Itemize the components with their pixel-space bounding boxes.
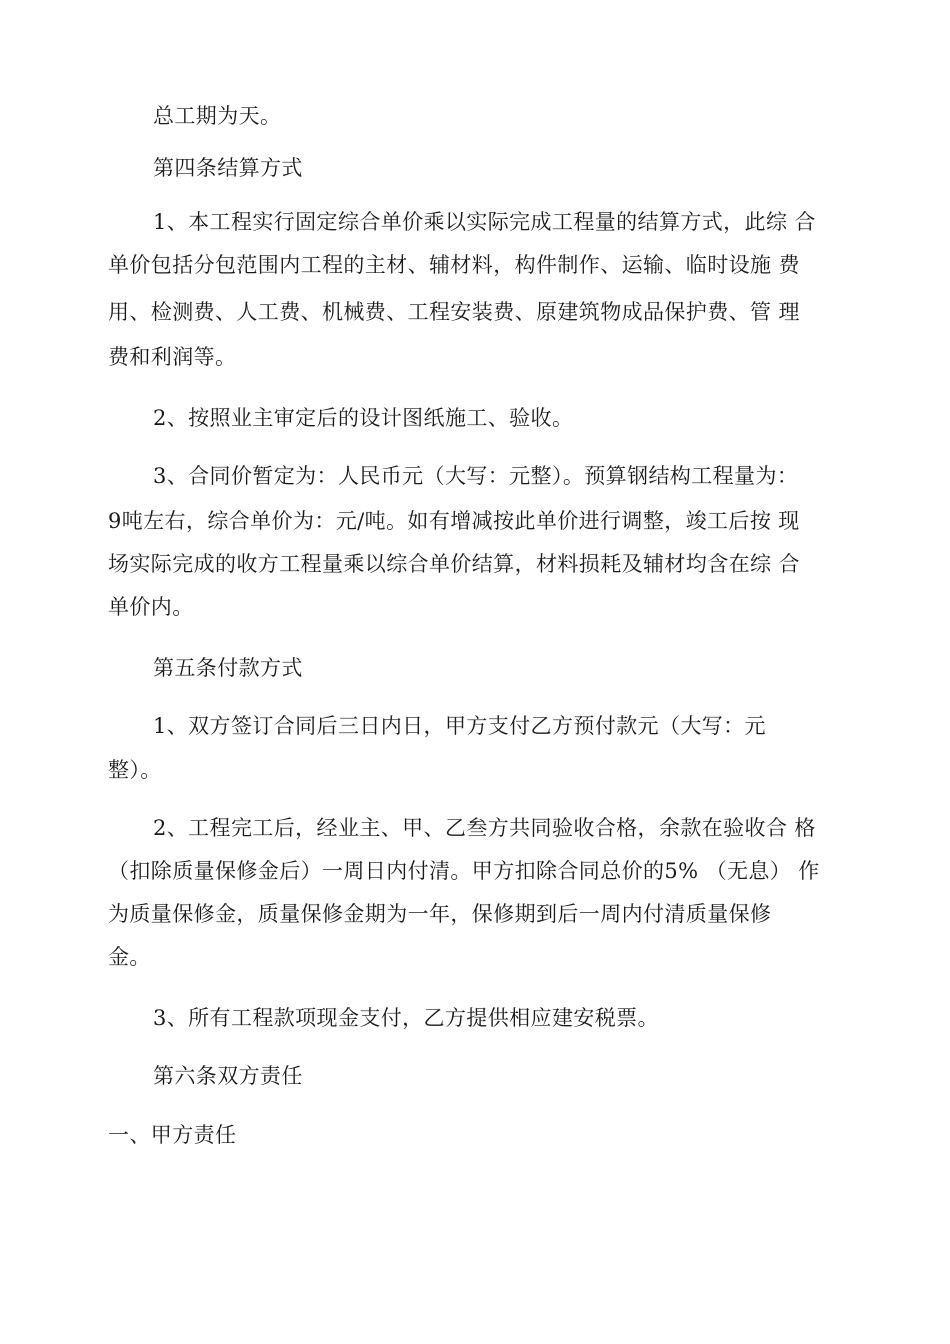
paragraph-line: 1、双方签订合同后三日内日，甲方支付乙方预付款元（大写：元 xyxy=(153,714,766,738)
paragraph-line: 1、本工程实行固定综合单价乘以实际完成工程量的结算方式，此综 合 xyxy=(153,210,816,234)
paragraph-line: 总工期为天。 xyxy=(153,104,282,128)
paragraph-line: 单价包括分包范围内工程的主材、辅材料，构件制作、运输、临时设施 费 xyxy=(108,253,800,277)
paragraph-line: 2、工程完工后，经业主、甲、乙叁方共同验收合格，余款在验收合 格 xyxy=(153,816,816,840)
section-heading: 第四条结算方式 xyxy=(153,156,303,180)
paragraph-line: 费和利润等。 xyxy=(108,345,237,369)
section-heading: 第五条付款方式 xyxy=(153,656,303,680)
paragraph-line: 场实际完成的收方工程量乘以综合单价结算，材料损耗及辅材均含在综 合 xyxy=(108,552,800,576)
paragraph-line: 3、所有工程款项现金支付，乙方提供相应建安税票。 xyxy=(153,1006,659,1030)
paragraph-line: （扣除质量保修金后）一周日内付清。甲方扣除合同总价的5% （无息） 作 xyxy=(108,859,820,883)
paragraph-line: 2、按照业主审定后的设计图纸施工、验收。 xyxy=(153,406,574,430)
paragraph-line: 单价内。 xyxy=(108,595,194,619)
paragraph-line: 整）。 xyxy=(108,758,162,782)
paragraph-line: 金。 xyxy=(108,945,151,969)
section-heading: 第六条双方责任 xyxy=(153,1064,303,1088)
paragraph-line: 用、检测费、人工费、机械费、工程安装费、原建筑物成品保护费、管 理 xyxy=(108,300,800,324)
paragraph-line: 9吨左右，综合单价为：元/吨。如有增减按此单价进行调整，竣工后按 现 xyxy=(108,509,800,533)
paragraph-line: 3、合同价暂定为：人民币元（大写：元整）。预算钢结构工程量为： xyxy=(153,464,799,488)
paragraph-line: 为质量保修金，质量保修金期为一年，保修期到后一周内付清质量保修 xyxy=(108,902,772,926)
subsection-heading: 一、甲方责任 xyxy=(108,1123,237,1147)
